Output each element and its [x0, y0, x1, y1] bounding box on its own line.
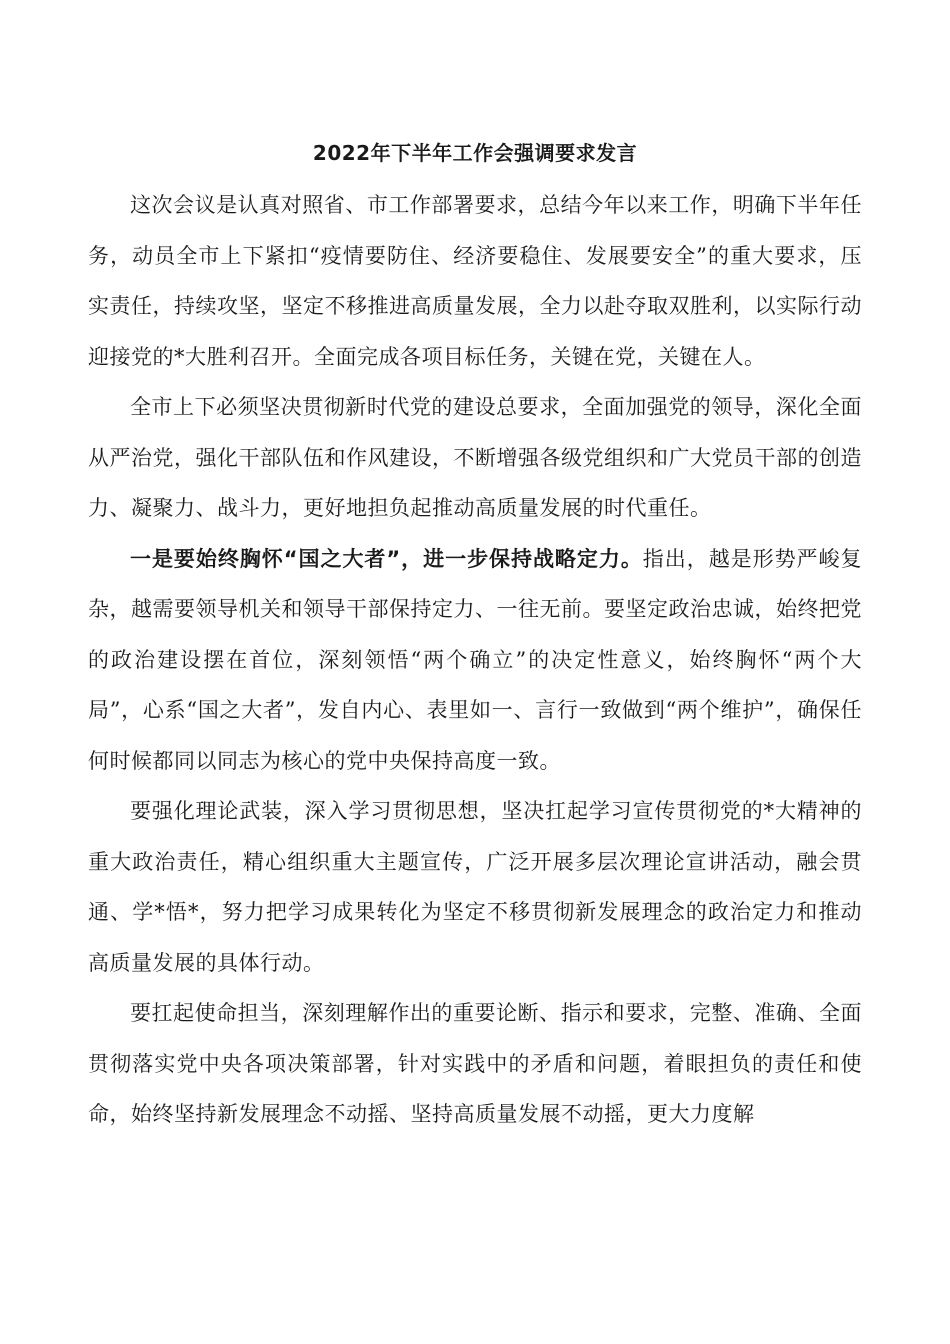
paragraph-5 [88, 988, 862, 1140]
paragraph-1-text: 这次会议是认真对照省、市工作部署要求，总结今年以来工作，明确下半年任务，动员全市上下紧扣“疫情要防住、经济要稳住、发展要安全”的重大要求，压实责任，持续攻坚，坚定不移推进高质量发展，全力以赴夺取双胜利，以实际行动迎接党的*大胜利召开。全面完成各项目标任务，关键在党，关键在人。 [88, 193, 862, 369]
paragraph-3 [88, 534, 862, 787]
paragraph-1 [88, 180, 862, 382]
paragraph-2 [88, 382, 862, 534]
paragraph-3-text: 指出，越是形势严峻复杂，越需要领导机关和领导干部保持定力、一往无前。要坚定政治忠诚，始终把党的政治建设摆在首位，深刻领悟“两个确立”的决定性意义，始终胸怀“两个大局”，心系“国之大者”，发自内心、表里如一、言行一致做到“两个维护”，确保任何时候都同以同志为核心的党中央保持高度一致。 [88, 546, 862, 773]
paragraph-5-text: 要扛起使命担当，深刻理解作出的重要论断、指示和要求，完整、准确、全面贯彻落实党中央各项决策部署，针对实践中的矛盾和问题，着眼担负的责任和使命，始终坚持新发展理念不动摇、坚持高质量发展不动摇，更大力度解 [88, 1001, 862, 1126]
paragraph-3-lead: 一是要始终胸怀“国之大者”，进一步保持战略定力。 [130, 546, 643, 571]
paragraph-4-text: 要强化理论武装，深入学习贯彻思想，坚决扛起学习宣传贯彻党的*大精神的重大政治责任，精心组织重大主题宣传，广泛开展多层次理论宣讲活动，融会贯通、学*悟*，努力把学习成果转化为坚定不移贯彻新发展理念的政治定力和推动高质量发展的具体行动。 [88, 799, 862, 975]
document-title: 2022年下半年工作会强调要求发言 [312, 141, 638, 165]
paragraph-4 [88, 786, 862, 988]
document-body [88, 180, 862, 1140]
paragraph-2-text: 全市上下必须坚决贯彻新时代党的建设总要求，全面加强党的领导，深化全面从严治党，强化干部队伍和作风建设，不断增强各级党组织和广大党员干部的创造力、凝聚力、战斗力，更好地担负起推动高质量发展的时代重任。 [88, 395, 862, 520]
